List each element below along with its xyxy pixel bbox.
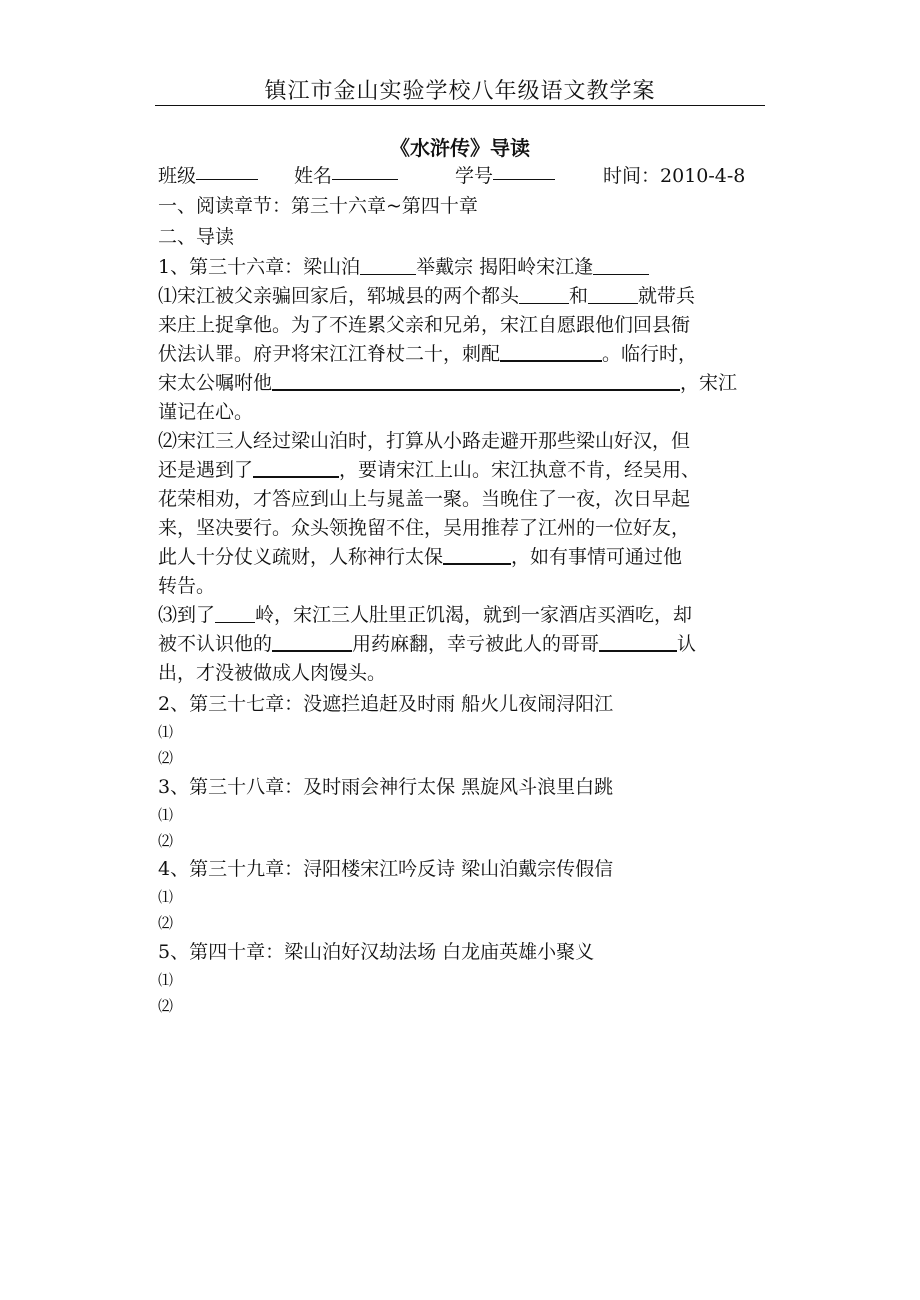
ch37-item-2: ⑵ [158, 749, 174, 767]
ch38-title: 3、第三十八章：及时雨会神行太保 黑旋风斗浪里白跳 [158, 776, 614, 798]
ch36-p3-line: 出，才没被做成人肉馒头。 [158, 662, 387, 684]
document-title: 《水浒传》导读 [390, 136, 530, 160]
ch36-p1-line: 谨记在心。 [158, 401, 254, 423]
blank[interactable] [443, 545, 511, 565]
ch36-p2-line: 还是遇到了 ，要请宋江上山。宋江执意不肯，经吴用、 [158, 459, 701, 481]
ch37-item-1: ⑴ [158, 723, 174, 741]
ch40-title: 5、第四十章：梁山泊好汉劫法场 白龙庙英雄小聚义 [158, 941, 595, 963]
name-label: 姓名 [294, 165, 333, 187]
class-blank[interactable] [196, 161, 258, 180]
reading-chapters: 一、阅读章节：第三十六章~第四十章 [158, 195, 478, 217]
ch36-p1-line: 伏法认罪。府尹将宋江江脊杖二十，刺配 。临行时， [158, 343, 698, 365]
ch38-item-2: ⑵ [158, 832, 174, 850]
ch40-item-1: ⑴ [158, 971, 174, 989]
ch39-item-1: ⑴ [158, 888, 174, 906]
name-blank[interactable] [332, 161, 398, 180]
ch38-item-1: ⑴ [158, 806, 174, 824]
ch36-p2-line: 转告。 [158, 575, 216, 597]
ch36-p2-line: 来，坚决要行。众头领挽留不住，吴用推荐了江州的一位好友， [158, 517, 691, 539]
student-no-label: 学号 [455, 165, 494, 187]
ch40-item-2: ⑵ [158, 997, 174, 1015]
ch36-p1-line: ⑴宋江被父亲骗回家后，郓城县的两个都头 和 就带兵 [158, 285, 696, 307]
name-field [294, 161, 332, 188]
blank[interactable] [272, 371, 680, 391]
ch36-p2-line: 此人十分仗义疏财，人称神行太保 ，如有事情可通过他 [158, 546, 683, 568]
blank[interactable] [272, 632, 352, 652]
blank[interactable] [253, 458, 339, 478]
guide-heading: 二、导读 [158, 226, 235, 248]
blank[interactable] [215, 604, 255, 623]
ch36-p1-line: 宋太公嘱咐他 ，宋江 [158, 372, 738, 394]
ch36-p2-line: ⑵宋江三人经过梁山泊时，打算从小路走避开那些梁山好汉，但 [158, 430, 691, 452]
ch36-title: 1、第三十六章：梁山泊 举戴宗 揭阳岭宋江逢 [158, 253, 649, 281]
blank[interactable] [588, 285, 638, 304]
ch37-title: 2、第三十七章：没遮拦追赶及时雨 船火儿夜闹浔阳江 [158, 693, 614, 715]
blank[interactable] [599, 632, 677, 652]
blank[interactable] [519, 285, 569, 304]
time-label: 时间： [603, 165, 661, 187]
time-value: 2010-4-8 [660, 165, 746, 187]
ch39-item-2: ⑵ [158, 914, 174, 932]
school-header: 镇江市金山实验学校八年级语文教学案 [264, 79, 656, 104]
class-field [158, 161, 196, 188]
time-field [603, 161, 745, 188]
ch36-p1-line: 来庄上捉拿他。为了不连累父亲和兄弟，宋江自愿跟他们回县衙 [158, 314, 691, 336]
ch39-title: 4、第三十九章：浔阳楼宋江吟反诗 梁山泊戴宗传假信 [158, 858, 614, 880]
ch36-p3-line: 被不认识他的 用药麻翻，幸亏被此人的哥哥 认 [158, 633, 697, 655]
class-label: 班级 [158, 165, 197, 187]
blank[interactable] [360, 256, 416, 275]
blank[interactable] [500, 342, 602, 362]
header-divider [155, 105, 765, 106]
ch36-p3-line: ⑶到了 岭，宋江三人肚里正饥渴，就到一家酒店买酒吃，却 [158, 604, 693, 626]
ch36-p2-line: 花荣相劝，才答应到山上与晁盖一聚。当晚住了一夜，次日早起 [158, 488, 691, 510]
student-no-blank[interactable] [493, 161, 555, 180]
blank[interactable] [593, 256, 649, 275]
student-no-field [455, 161, 493, 188]
student-info-row [158, 161, 768, 189]
